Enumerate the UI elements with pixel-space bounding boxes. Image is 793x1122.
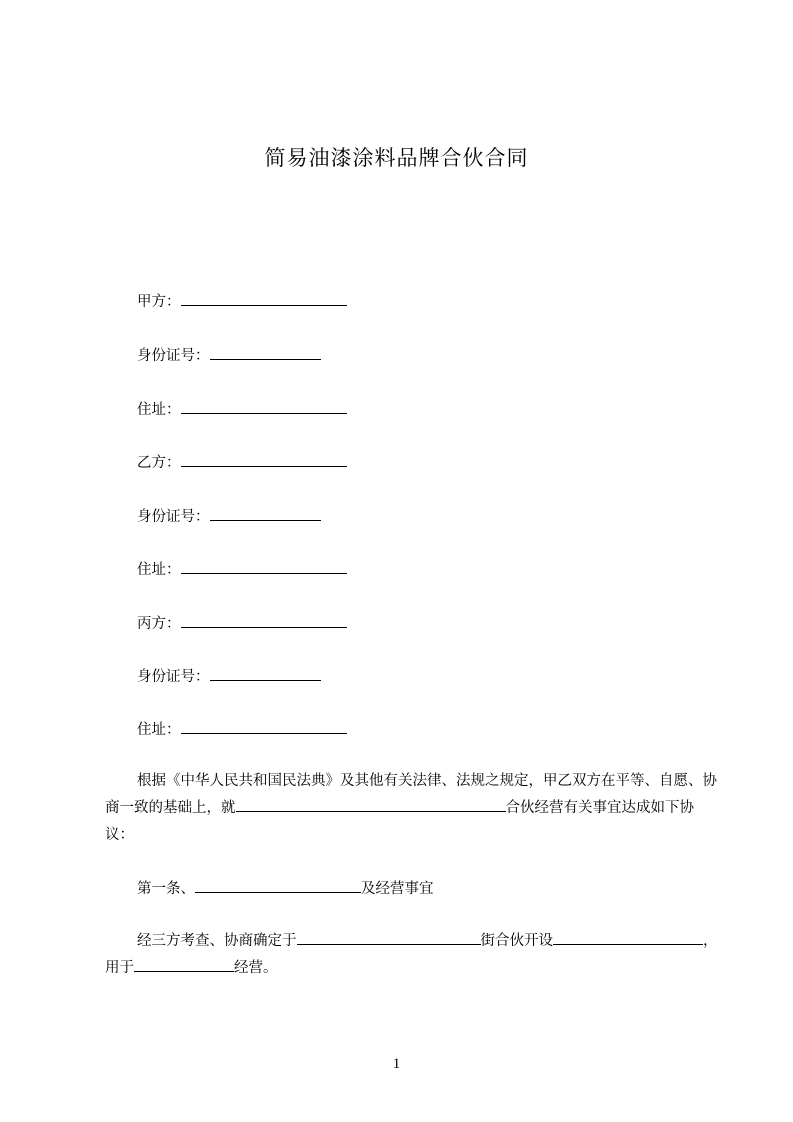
party-c-blank[interactable] <box>181 612 347 628</box>
party-b-id-field <box>137 505 321 527</box>
preamble-paragraph <box>105 768 720 849</box>
party-b-id-blank[interactable] <box>210 505 321 521</box>
street-blank[interactable] <box>297 929 481 945</box>
party-b-address-blank[interactable] <box>181 558 347 574</box>
party-b-name-field <box>137 451 347 473</box>
party-c-id-label: 身份证号： <box>137 669 210 685</box>
party-c-label: 丙方： <box>137 616 181 632</box>
business-scope-blank[interactable] <box>134 956 234 972</box>
party-b-label: 乙方： <box>137 455 181 471</box>
party-c-address-field <box>137 718 347 740</box>
party-b-id-label: 身份证号： <box>137 509 210 525</box>
article-1-body-3: ，用于 <box>105 933 718 976</box>
document-title: 简易油漆涂料品牌合伙合同 <box>264 146 529 170</box>
party-a-id-label: 身份证号： <box>137 348 210 364</box>
article-1-prefix: 第一条、 <box>137 881 195 897</box>
party-c-address-label: 住址： <box>137 722 181 738</box>
party-c-address-blank[interactable] <box>181 718 347 734</box>
party-b-address-label: 住址： <box>137 562 181 578</box>
article-1-suffix: 及经营事宜 <box>361 881 434 897</box>
page-number: 1 <box>392 1056 401 1072</box>
party-b-address-field <box>137 558 347 580</box>
article-1-body <box>105 928 720 982</box>
party-a-id-field <box>137 344 321 366</box>
article-1-body-1: 经三方考查、协商确定于 <box>137 933 297 949</box>
party-a-id-blank[interactable] <box>210 344 321 360</box>
preamble-text-2: 合伙经营有关事宜达成如下协议： <box>105 800 694 843</box>
preamble-text-1: 根据《中华人民共和国民法典》及其他有关法律、法规之规定，甲乙双方在平等、自愿、协商一致的基础上，就 <box>105 773 717 816</box>
party-a-blank[interactable] <box>181 290 347 306</box>
article-1-heading <box>137 877 434 899</box>
party-c-id-field <box>137 665 321 687</box>
cooperation-subject-blank[interactable] <box>236 796 506 812</box>
party-a-address-field <box>137 398 347 420</box>
party-a-label: 甲方： <box>137 294 181 310</box>
article-1-body-4: 经营。 <box>234 960 278 976</box>
party-a-name-field <box>137 290 347 312</box>
article-1-title-blank[interactable] <box>195 877 361 893</box>
business-name-blank[interactable] <box>553 929 703 945</box>
party-c-name-field <box>137 612 347 634</box>
party-a-address-label: 住址： <box>137 402 181 418</box>
article-1-body-2: 街合伙开设 <box>480 933 553 949</box>
party-c-id-blank[interactable] <box>210 665 321 681</box>
party-b-blank[interactable] <box>181 451 347 467</box>
party-a-address-blank[interactable] <box>181 398 347 414</box>
